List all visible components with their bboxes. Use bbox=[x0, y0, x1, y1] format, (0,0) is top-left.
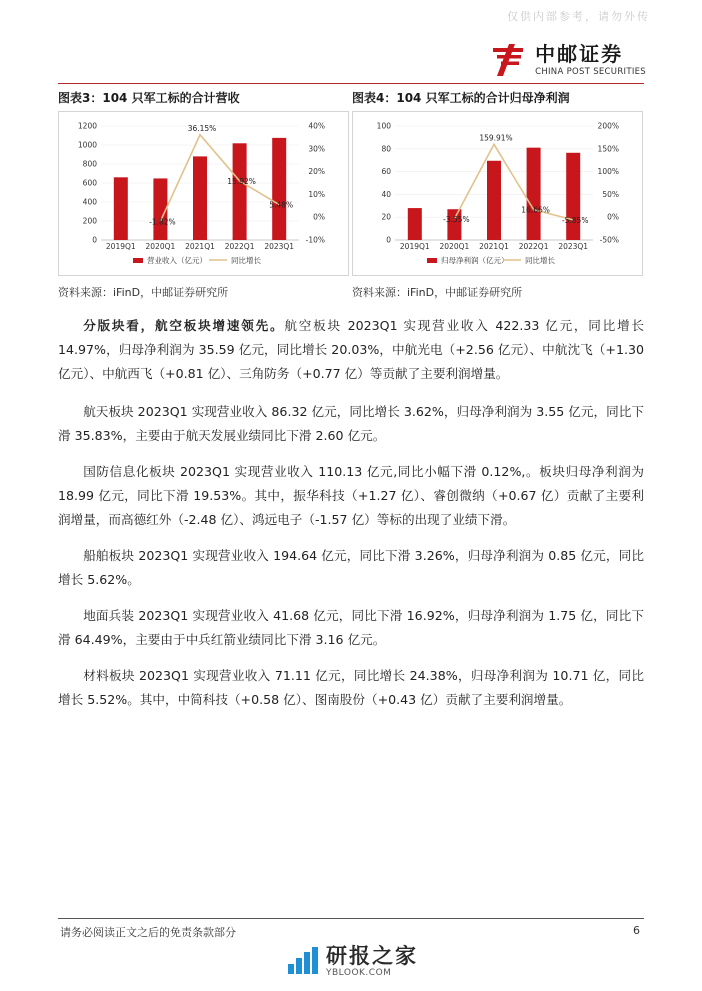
net-profit-chart bbox=[353, 112, 642, 273]
bar bbox=[272, 138, 286, 240]
x-tick: 2019Q1 bbox=[399, 242, 430, 251]
paragraph-ground-weapons: 地面兵装 2023Q1 实现营业收入 41.68 亿元，同比下滑 16.92%，归母净利润为 1.75 亿，同比下滑 64.49%，主要由于中兵红箭业绩同比下滑 3.16 亿元。 bbox=[58, 608, 644, 647]
header-divider bbox=[58, 83, 644, 84]
revenue-chart bbox=[59, 112, 348, 273]
paragraph-materials: 材料板块 2023Q1 实现营业收入 71.11 亿元，同比增长 24.38%，归母净利润为 10.71 亿，同比增长 5.52%。其中，中简科技（+0.58 亿）、图南股份（+0.43 亿）贡献了主要利润增量。 bbox=[58, 668, 644, 707]
data-label: -3.55% bbox=[443, 214, 470, 224]
y-tick-left: 0 bbox=[92, 235, 97, 245]
x-tick: 2019Q1 bbox=[105, 242, 136, 251]
data-label: 36.15% bbox=[187, 123, 217, 133]
bar-chart-logo-icon bbox=[286, 946, 320, 976]
y-tick-left: 100 bbox=[376, 121, 391, 131]
growth-line bbox=[454, 144, 573, 220]
legend-bar-swatch bbox=[133, 258, 143, 263]
x-tick: 2022Q1 bbox=[518, 242, 549, 251]
bar bbox=[193, 156, 207, 240]
bar bbox=[114, 177, 128, 240]
figure-source: 资料来源：iFinD，中邮证券研究所 bbox=[58, 286, 229, 299]
y-tick-left: 1000 bbox=[77, 140, 97, 150]
x-tick: 2020Q1 bbox=[439, 242, 470, 251]
y-tick-right: 0% bbox=[313, 212, 325, 222]
figure-3 bbox=[58, 88, 349, 300]
footer-divider bbox=[58, 918, 644, 919]
y-tick-right: 100% bbox=[597, 167, 619, 177]
legend-bar-swatch bbox=[427, 258, 437, 263]
figure-title: 图表3：104 只军工标的合计营收 bbox=[58, 91, 240, 105]
x-tick: 2023Q1 bbox=[558, 242, 589, 251]
y-tick-left: 20 bbox=[381, 212, 391, 222]
legend-label: 营业收入（亿元） bbox=[147, 256, 207, 265]
data-label: 15.92% bbox=[227, 176, 256, 186]
brand-name-en: CHINA POST SECURITIES bbox=[535, 67, 646, 77]
ybl-watermark bbox=[286, 944, 418, 978]
paragraph-defense-it: 国防信息化板块 2023Q1 实现营业收入 110.13 亿元,同比小幅下滑 0.12%,。板块归母净利润为 18.99 亿元，同比下滑 19.53%。其中，振华科技（+1.27 亿）、睿创微纳（+0.67 亿）贡献了主要利润增量，而高德红外（-2.48 亿）、鸿远电子（-1.57 亿）等标的出现了业绩下滑。 bbox=[58, 464, 644, 527]
paragraph-aviation bbox=[58, 314, 644, 386]
data-label: -5.85% bbox=[561, 215, 589, 225]
y-tick-right: -50% bbox=[599, 235, 619, 245]
data-label: 159.91% bbox=[479, 133, 513, 143]
y-tick-left: 60 bbox=[381, 167, 391, 177]
footer-disclaimer: 请务必阅读正文之后的免责条款部分 bbox=[60, 926, 236, 939]
y-tick-right: 30% bbox=[308, 144, 325, 154]
y-tick-right: 20% bbox=[308, 167, 325, 177]
body-text bbox=[58, 314, 644, 724]
paragraph-text: 航空板块 2023Q1 实现营业收入 422.33 亿元，同比增长 14.97%，归母净利润为 35.59 亿元，同比增长 20.03%，中航光电（+2.56 亿元）、中航沈飞（+1.30 亿元）、中航西飞（+0.81 亿）、三角防务（+0.77 亿）等贡献了主要利润增量。 bbox=[58, 318, 645, 381]
y-tick-right: 10% bbox=[308, 189, 325, 199]
page-number: 6 bbox=[633, 924, 640, 937]
legend-label: 归母净利润（亿元） bbox=[441, 256, 509, 265]
y-tick-left: 200 bbox=[82, 216, 97, 226]
figure-4 bbox=[352, 88, 643, 300]
china-post-logo-icon bbox=[489, 42, 529, 78]
ybl-name-en: YBLOOK.COM bbox=[326, 968, 392, 978]
legend-label: 同比增长 bbox=[231, 256, 261, 265]
bar bbox=[408, 208, 422, 240]
paragraph-aerospace: 航天板块 2023Q1 实现营业收入 86.32 亿元，同比增长 3.62%，归母净利润为 3.55 亿元，同比下滑 35.83%，主要由于航天发展业绩同比下滑 2.60 亿元。 bbox=[58, 404, 644, 443]
ybl-name-cn: 研报之家 bbox=[326, 944, 418, 968]
data-label: 5.48% bbox=[269, 200, 294, 210]
bar bbox=[233, 143, 247, 240]
brand-name-cn: 中邮证券 bbox=[535, 42, 624, 66]
y-tick-left: 600 bbox=[82, 178, 97, 188]
chart-frame bbox=[352, 111, 643, 276]
bar bbox=[566, 153, 580, 240]
x-tick: 2021Q1 bbox=[479, 242, 509, 251]
y-tick-right: 150% bbox=[597, 144, 619, 154]
y-tick-right: 40% bbox=[308, 121, 325, 131]
paragraph-shipbuilding: 船舶板块 2023Q1 实现营业收入 194.64 亿元，同比下滑 3.26%，归母净利润为 0.85 亿元，同比增长 5.62%。 bbox=[58, 548, 644, 587]
chart-frame bbox=[58, 111, 349, 276]
watermark-text: 仅供内部参考，请勿外传 bbox=[507, 10, 650, 23]
y-tick-left: 1200 bbox=[77, 121, 97, 131]
brand-logo bbox=[489, 42, 646, 78]
y-tick-right: 50% bbox=[602, 189, 619, 199]
figure-source: 资料来源：iFinD，中邮证券研究所 bbox=[352, 286, 523, 299]
y-tick-left: 40 bbox=[381, 189, 391, 199]
paragraph-lead: 分版块看，航空板块增速领先。 bbox=[83, 318, 285, 333]
data-label: 16.66% bbox=[521, 205, 550, 215]
y-tick-left: 800 bbox=[82, 159, 97, 169]
x-tick: 2020Q1 bbox=[145, 242, 176, 251]
figure-title: 图表4：104 只军工标的合计归母净利润 bbox=[352, 91, 570, 105]
y-tick-right: 200% bbox=[597, 121, 619, 131]
legend-label: 同比增长 bbox=[525, 256, 555, 265]
bar bbox=[487, 161, 501, 240]
y-tick-left: 400 bbox=[82, 197, 97, 207]
y-tick-right: -10% bbox=[305, 235, 325, 245]
x-tick: 2021Q1 bbox=[185, 242, 215, 251]
x-tick: 2023Q1 bbox=[264, 242, 295, 251]
y-tick-left: 80 bbox=[381, 144, 391, 154]
y-tick-right: 0% bbox=[607, 212, 619, 222]
x-tick: 2022Q1 bbox=[224, 242, 255, 251]
y-tick-left: 0 bbox=[386, 235, 391, 245]
data-label: -1.82% bbox=[149, 217, 176, 227]
growth-line bbox=[160, 135, 279, 222]
bar bbox=[527, 148, 541, 240]
